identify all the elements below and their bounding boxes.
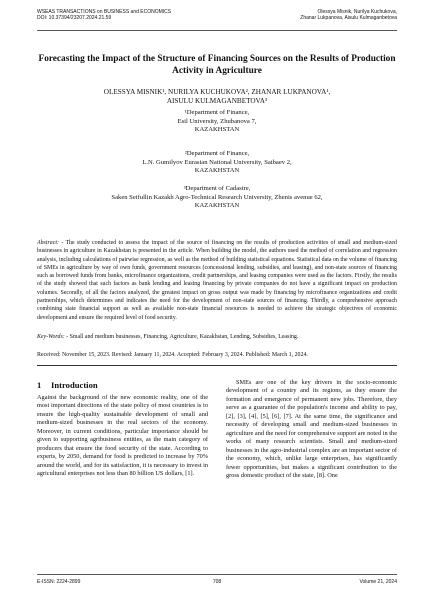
received-dates: Received: November 15, 2023. Revised: January 11, 2024. Accepted: February 3, 2024. Published: March 1, 2024. — [37, 352, 308, 358]
affiliation-dept: ²Department of Finance, — [184, 150, 250, 157]
section-number: 1 — [37, 380, 42, 390]
page-footer — [37, 574, 397, 586]
affiliation-3 — [60, 185, 374, 211]
header-authors-line1: Olessya Misnik, Nurilya Kuchukova, — [317, 9, 397, 15]
section-divider — [37, 365, 397, 366]
footer-issn: E-ISSN: 2224-2899 — [37, 579, 81, 585]
section-title: Introduction — [51, 380, 98, 390]
abstract — [37, 239, 397, 322]
affiliation-1 — [100, 109, 334, 135]
footer-page-number: 708 — [212, 579, 222, 585]
affiliation-dept: ¹Department of Finance, — [184, 109, 250, 116]
keywords-text: - Small and medium businesses, Financing, Agriculture, Kazakhstan, Lending, Subsidies, Leasing. — [64, 334, 299, 340]
abstract-text: - The study conducted to assess the impact of the source of financing on the results of production activities of small and medium-sized businesses in agriculture in Kazakhstan is presented in the article. When building the model, the authors used the method of correlation and regression analysis, including calculations of pairwise regression, as well as the method of building statistical equations. Statistical data on the volume of financing of SMEs in agriculture by way of own funds, government resources (concessional lending, subsidies, and leasing), and non-state sources of financing such as borrowed funds from banks, microfinance organizations, credit partnerships, and leasing companies were used as the factors. Firstly, the results of the study showed that such factors as bank lending and leasing financing by private companies do not have a significant impact on production volumes. Secondly, of all the factors analyzed, the greatest impact on gross output was made by financing by microfinance organizations and credit partnerships, which determines and indicates the need for the development of non-state sources of financing. Thirdly, a comprehensive approach combining state financial support as well as available non-state financial resources is needed to achieve the strategic objectives of economic development and ensure the required level of food security. — [37, 240, 397, 321]
header-authors-line2: Zhanar Lukpanova, Aisulu Kulmaganbetova — [300, 15, 397, 22]
abstract-label: Abstract: — [37, 240, 59, 246]
author-line-1: OLESSYA MISNIK¹, NURILYA KUCHUKOVA², ZHANAR LUKPANOVA¹, — [103, 88, 331, 96]
header-authors — [300, 9, 397, 22]
section-heading — [37, 380, 208, 390]
affiliation-institution: Esil University, Zhubanova 7, — [177, 117, 257, 125]
header-journal-name: WSEAS TRANSACTIONS on BUSINESS and ECONOMICS — [37, 9, 172, 15]
affiliation-country: KAZAKHSTAN — [194, 167, 240, 175]
header-journal-info — [37, 9, 171, 22]
affiliation-country: KAZAKHSTAN — [194, 202, 240, 210]
keywords — [37, 333, 397, 341]
footer-volume: Volume 21, 2024 — [359, 579, 397, 585]
intro-paragraph-right: SMEs are one of the key drivers in the socio-economic development of a country and its regions, as they ensure the formation and emergence of permanent new jobs. Therefore, they serve as a guarantee of the population's income and ability to pay, [2], [3], [4], [5], [6], [7]. At the same time, the significance and necessity of developing small and medium-sized businesses in agriculture and the need for comprehensive support are noted in the works of many research scientists. Small and medium-sized businesses in the agro-industrial complex are an important sector of the economy, which, unlike large enterprises, has significantly fewer opportunities, but makes a significant contribution to the gross domestic product of the state, [8]. One — [226, 379, 397, 479]
intro-paragraph-left: Against the background of the new economic reality, one of the most important directions of the state policy of most countries is to ensure the high-quality sustainable development of small and medium-sized businesses in the real sectors of the economy. Moreover, in current conditions, particular importance should be given to supporting agribusiness entities, as the main category of producers that ensure the food security of the state. According to experts, by 2050, demand for food is predicted to increase by 70% around the world, and for its satisfaction, it is necessary to invest in agricultural enterprises not less than 80 billion US dollars, [1]. — [37, 394, 208, 478]
affiliation-institution: L.N. Gumilyov Eurasian National University, Satbaev 2, — [142, 158, 292, 166]
right-column — [226, 379, 397, 480]
affiliation-2 — [100, 150, 334, 176]
affiliation-dept: ³Department of Cadastre, — [183, 185, 251, 192]
header-doi[interactable]: DOI: 10.37394/23207.2024.21.59 — [37, 15, 112, 22]
affiliation-institution: Saken Seifullin Kazakh Agro-Technical Research University, Zhenis avenue 62, — [111, 193, 323, 201]
affiliation-country: KAZAKHSTAN — [194, 126, 240, 134]
keywords-label: Key-Words: — [37, 334, 65, 340]
paper-title: Forecasting the Impact of the Structure of Financing Sources on the Results of Production Activity in Agriculture — [38, 54, 396, 76]
left-column — [37, 380, 208, 479]
author-list — [60, 88, 374, 106]
author-line-2: AISULU KULMAGANBETOVA³ — [166, 97, 268, 105]
running-header — [37, 9, 397, 31]
